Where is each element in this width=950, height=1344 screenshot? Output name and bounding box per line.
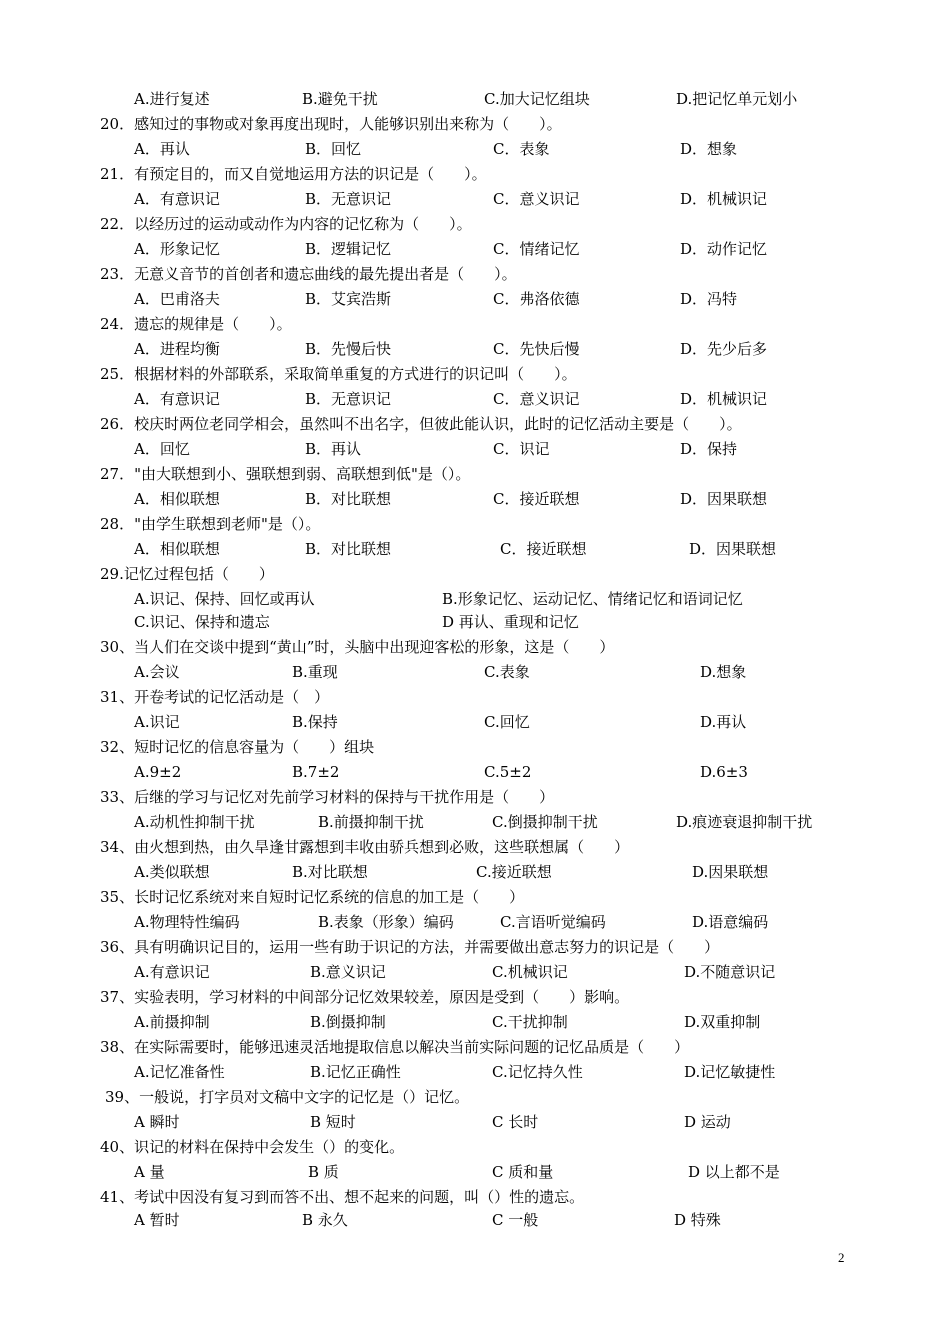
answer-option: B 短时: [310, 1113, 356, 1131]
question-text: 41、考试中因没有复习到而答不出、想不起来的问题，叫（）性的遗忘。: [100, 1188, 585, 1206]
answer-option: B.意义识记: [310, 963, 386, 981]
answer-option: C．意义识记: [493, 190, 580, 208]
answer-option: D.想象: [700, 663, 747, 681]
question-text: 21．有预定目的，而又自觉地运用方法的识记是（ ）。: [100, 165, 487, 183]
question-text: 34、由火想到热，由久旱逢甘露想到丰收由骄兵想到必败，这些联想属（ ）: [100, 838, 630, 856]
answer-option: D.再认: [700, 713, 747, 731]
answer-option: A.9±2: [134, 763, 182, 781]
answer-option: B.表象（形象）编码: [318, 913, 454, 931]
answer-option: A.类似联想: [134, 863, 210, 881]
question-text: 31、开卷考试的记忆活动是（ ）: [100, 688, 330, 706]
answer-option: A.有意识记: [134, 963, 210, 981]
answer-option: C 质和量: [492, 1163, 554, 1181]
answer-option: D.6±3: [700, 763, 748, 781]
answer-option: B 质: [308, 1163, 339, 1181]
answer-option: C.5±2: [484, 763, 532, 781]
answer-option: A 瞬时: [134, 1113, 180, 1131]
answer-option: D.把记忆单元划小: [676, 90, 798, 108]
answer-option: D．因果联想: [689, 540, 777, 558]
answer-option: C.识记、保持和遗忘: [134, 613, 270, 631]
answer-option: A.动机性抑制干扰: [134, 813, 255, 831]
answer-option: D．保持: [680, 440, 738, 458]
answer-option: D．想象: [680, 140, 738, 158]
answer-option: D 再认、重现和记忆: [442, 613, 579, 631]
answer-option: C.表象: [484, 663, 530, 681]
question-text: 39、一般说，打字员对文稿中文字的记忆是（）记忆。: [105, 1088, 470, 1106]
answer-option: A．有意识记: [134, 190, 220, 208]
answer-option: C．意义识记: [493, 390, 580, 408]
question-text: 28．"由学生联想到老师"是（）。: [100, 515, 321, 533]
answer-option: C.干扰抑制: [492, 1013, 568, 1031]
question-text: 29.记忆过程包括（ ）: [100, 565, 274, 583]
answer-option: D.双重抑制: [684, 1013, 761, 1031]
answer-option: B.避免干扰: [302, 90, 378, 108]
answer-option: D．机械识记: [680, 390, 768, 408]
answer-option: C．弗洛依德: [493, 290, 580, 308]
answer-option: B.对比联想: [292, 863, 368, 881]
answer-option: A.识记: [134, 713, 180, 731]
answer-option: B．艾宾浩斯: [305, 290, 392, 308]
question-text: 20．感知过的事物或对象再度出现时，人能够识别出来称为（ ）。: [100, 115, 562, 133]
answer-option: D 特殊: [674, 1211, 721, 1229]
answer-option: B．回忆: [305, 140, 362, 158]
answer-option: C.言语听觉编码: [500, 913, 606, 931]
answer-option: D．因果联想: [680, 490, 768, 508]
answer-option: C．识记: [493, 440, 550, 458]
answer-option: C.记忆持久性: [492, 1063, 583, 1081]
answer-option: C．情绪记忆: [493, 240, 580, 258]
answer-option: B.倒摄抑制: [310, 1013, 386, 1031]
answer-option: C.机械识记: [492, 963, 568, 981]
answer-option: B.7±2: [292, 763, 340, 781]
answer-option: C.接近联想: [476, 863, 552, 881]
answer-option: D 以上都不是: [688, 1163, 780, 1181]
answer-option: A.识记、保持、回忆或再认: [134, 590, 315, 608]
answer-option: B．对比联想: [305, 540, 392, 558]
answer-option: B．无意识记: [305, 190, 392, 208]
answer-option: D.语意编码: [692, 913, 769, 931]
question-text: 30、当人们在交谈中提到“黄山”时，头脑中出现迎客松的形象，这是（ ）: [100, 638, 615, 656]
answer-option: A．回忆: [134, 440, 190, 458]
question-text: 36、具有明确识记目的，运用一些有助于识记的方法，并需要做出意志努力的识记是（ ）: [100, 938, 720, 956]
question-text: 38、在实际需要时，能够迅速灵活地提取信息以解决当前实际问题的记忆品质是（ ）: [100, 1038, 690, 1056]
answer-option: B.记忆正确性: [310, 1063, 401, 1081]
answer-option: D．先少后多: [680, 340, 768, 358]
question-text: 22．以经历过的运动或动作为内容的记忆称为（ ）。: [100, 215, 472, 233]
answer-option: A.前摄抑制: [134, 1013, 210, 1031]
answer-option: A 量: [134, 1163, 165, 1181]
answer-option: A 暂时: [134, 1211, 180, 1229]
answer-option: B．再认: [305, 440, 362, 458]
answer-option: C．表象: [493, 140, 550, 158]
question-text: 26．校庆时两位老同学相会，虽然叫不出名字，但彼此能认识，此时的记忆活动主要是（ ）。: [100, 415, 742, 433]
answer-option: A．相似联想: [134, 490, 220, 508]
page-number: 2: [838, 1250, 845, 1265]
answer-option: A.进行复述: [134, 90, 210, 108]
answer-option: B．无意识记: [305, 390, 392, 408]
answer-option: A．巴甫洛夫: [134, 290, 220, 308]
question-text: 25．根据材料的外部联系，采取简单重复的方式进行的识记叫（ ）。: [100, 365, 577, 383]
answer-option: B．先慢后快: [305, 340, 392, 358]
answer-option: B.前摄抑制干扰: [318, 813, 424, 831]
answer-option: A.记忆准备性: [134, 1063, 225, 1081]
answer-option: C 长时: [492, 1113, 539, 1131]
answer-option: A.会议: [134, 663, 180, 681]
answer-option: B．逻辑记忆: [305, 240, 392, 258]
question-text: 27．"由大联想到小、强联想到弱、高联想到低"是（）。: [100, 465, 471, 483]
answer-option: D 运动: [684, 1113, 731, 1131]
answer-option: C．接近联想: [493, 490, 580, 508]
answer-option: C.加大记忆组块: [484, 90, 590, 108]
answer-option: D.因果联想: [692, 863, 769, 881]
answer-option: D.痕迹衰退抑制干扰: [676, 813, 813, 831]
question-text: 33、后继的学习与记忆对先前学习材料的保持与干扰作用是（ ）: [100, 788, 555, 806]
answer-option: C 一般: [492, 1211, 539, 1229]
question-text: 24．遗忘的规律是（ ）。: [100, 315, 292, 333]
answer-option: A．有意识记: [134, 390, 220, 408]
answer-option: B.重现: [292, 663, 338, 681]
answer-option: B.保持: [292, 713, 338, 731]
answer-option: C．接近联想: [500, 540, 587, 558]
question-text: 32、短时记忆的信息容量为（ ）组块: [100, 738, 375, 756]
answer-option: A．形象记忆: [134, 240, 220, 258]
answer-option: D．动作记忆: [680, 240, 768, 258]
answer-option: B.形象记忆、运动记忆、情绪记忆和语词记忆: [442, 590, 743, 608]
answer-option: C.回忆: [484, 713, 530, 731]
answer-option: C．先快后慢: [493, 340, 580, 358]
answer-option: C.倒摄抑制干扰: [492, 813, 598, 831]
answer-option: B．对比联想: [305, 490, 392, 508]
answer-option: A.物理特性编码: [134, 913, 240, 931]
answer-option: A．相似联想: [134, 540, 220, 558]
answer-option: A．再认: [134, 140, 190, 158]
answer-option: D.记忆敏捷性: [684, 1063, 776, 1081]
question-text: 40、识记的材料在保持中会发生（）的变化。: [100, 1138, 405, 1156]
answer-option: D．冯特: [680, 290, 738, 308]
question-text: 23．无意义音节的首创者和遗忘曲线的最先提出者是（ ）。: [100, 265, 517, 283]
answer-option: D.不随意识记: [684, 963, 776, 981]
answer-option: D．机械识记: [680, 190, 768, 208]
question-text: 35、长时记忆系统对来自短时记忆系统的信息的加工是（ ）: [100, 888, 525, 906]
answer-option: A．进程均衡: [134, 340, 220, 358]
answer-option: B 永久: [302, 1211, 348, 1229]
question-text: 37、实验表明，学习材料的中间部分记忆效果较差，原因是受到（ ）影响。: [100, 988, 630, 1006]
